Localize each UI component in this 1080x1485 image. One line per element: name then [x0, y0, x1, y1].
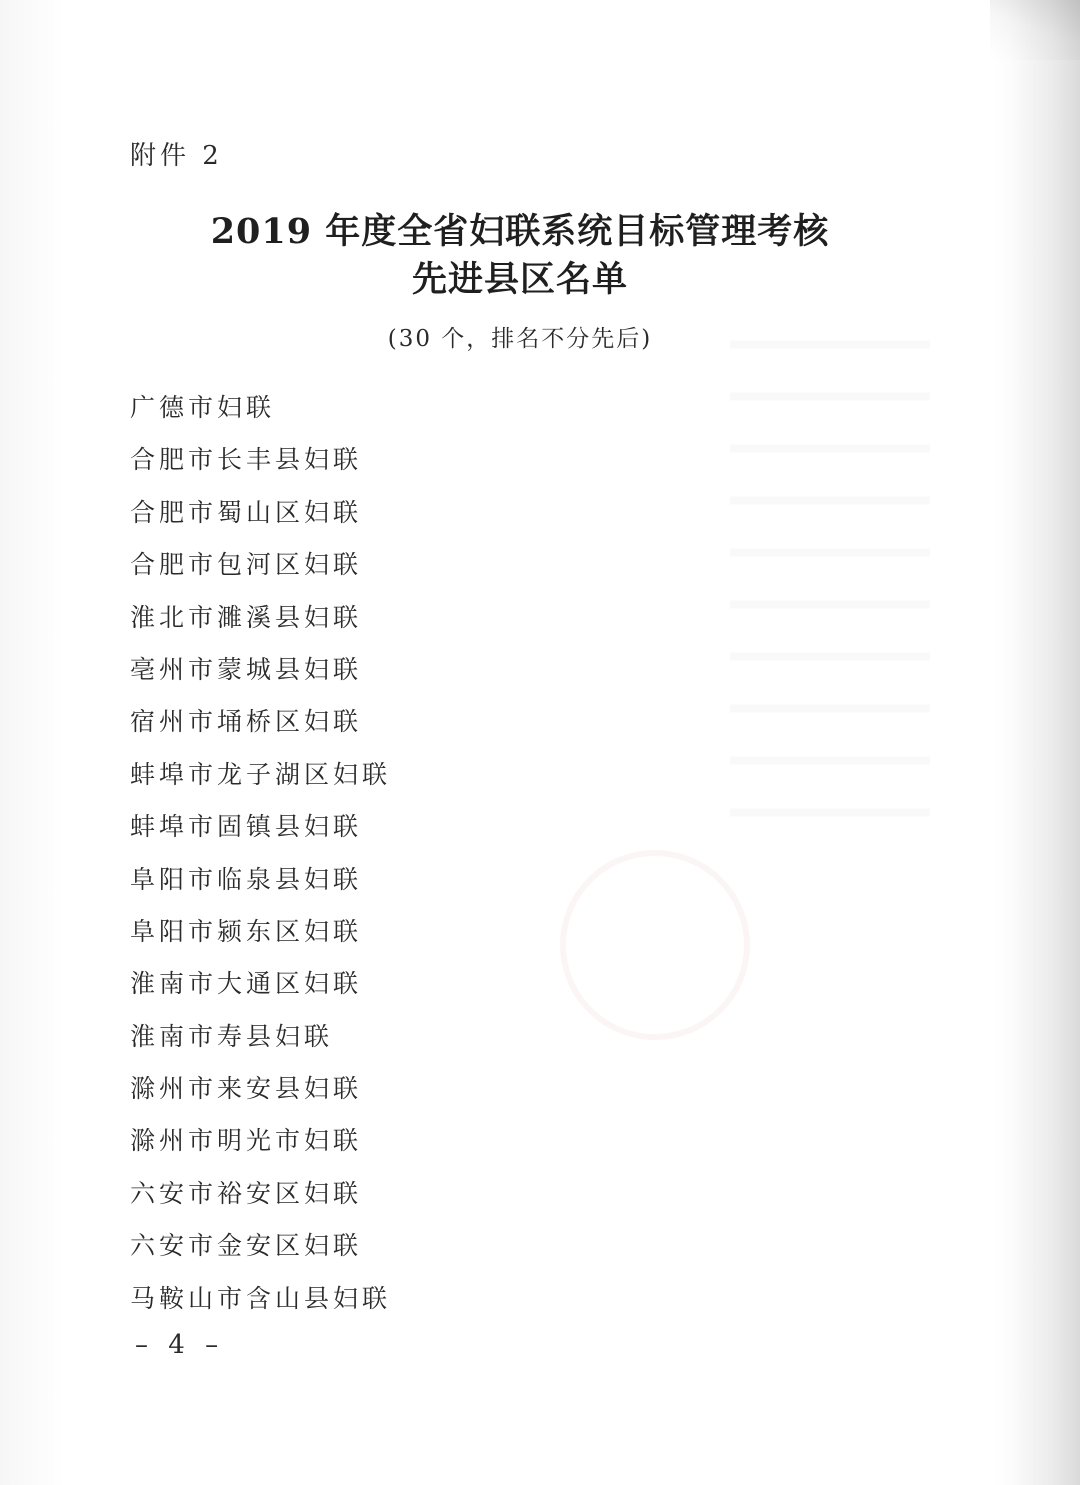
county-list: [130, 388, 391, 1331]
list-item: 阜阳市颍东区妇联: [130, 916, 363, 946]
list-item: 淮南市大通区妇联: [130, 969, 363, 999]
list-item: 合肥市长丰县妇联: [130, 445, 363, 475]
list-item: 亳州市蒙城县妇联: [130, 654, 363, 684]
title-line-2: 先进县区名单: [411, 259, 628, 300]
scan-corner-fold: [990, 0, 1080, 60]
list-item: 马鞍山市含山县妇联: [130, 1283, 392, 1313]
attachment-label: 附件 2: [130, 141, 223, 171]
list-item: 蚌埠市龙子湖区妇联: [130, 759, 392, 789]
document-title: [0, 208, 1040, 304]
list-item: 淮北市濉溪县妇联: [130, 602, 363, 632]
list-item: 宿州市埇桥区妇联: [130, 707, 363, 737]
bleed-through-text: [730, 300, 930, 820]
list-item: 合肥市包河区妇联: [130, 550, 363, 580]
list-item: 滁州市来安县妇联: [130, 1074, 363, 1104]
title-line-1: 2019 年度全省妇联系统目标管理考核: [210, 211, 830, 252]
list-item: 合肥市蜀山区妇联: [130, 497, 363, 527]
list-item: 蚌埠市固镇县妇联: [130, 812, 363, 842]
list-item: 阜阳市临泉县妇联: [130, 864, 363, 894]
page-number: – 4 –: [135, 1330, 225, 1360]
list-item: 滁州市明光市妇联: [130, 1126, 363, 1156]
list-item: 淮南市寿县妇联: [130, 1021, 334, 1051]
document-subtitle: (30 个，排名不分先后): [387, 326, 653, 352]
list-item: 六安市金安区妇联: [130, 1231, 363, 1261]
faint-seal-stamp: [560, 850, 750, 1040]
list-item: 广德市妇联: [130, 393, 276, 422]
list-item: 六安市裕安区妇联: [130, 1178, 363, 1208]
